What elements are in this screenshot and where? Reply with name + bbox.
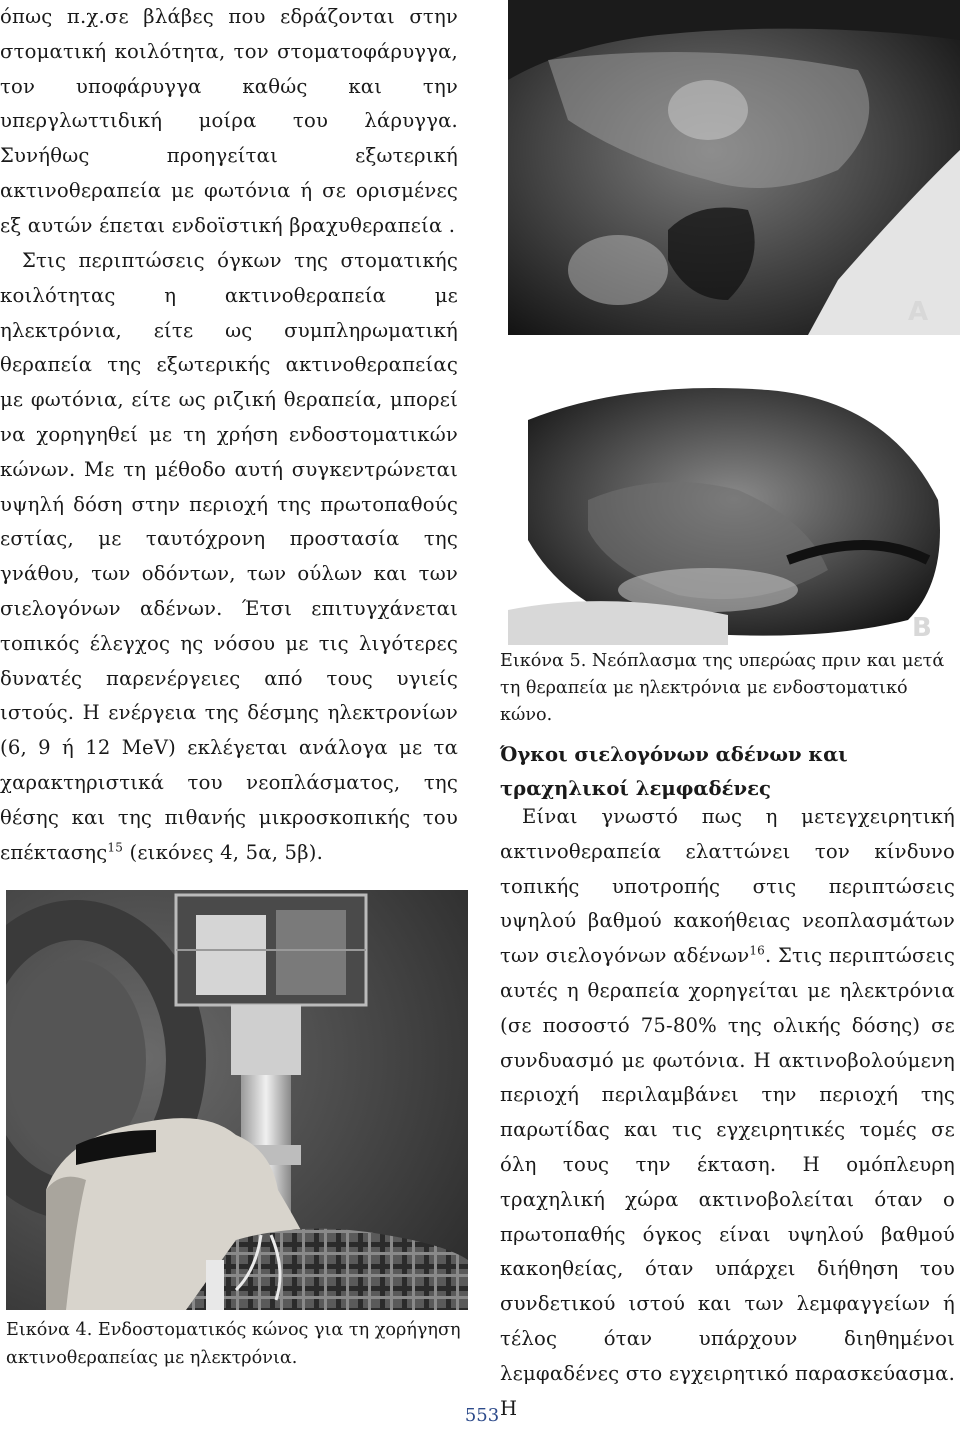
paragraph-intraoral-cones-tail: (εικόνες 4, 5α, 5β). <box>123 840 324 864</box>
figure-5b-label: B <box>912 613 932 643</box>
figure-5b-photo <box>508 380 960 645</box>
paragraph-salivary-glands <box>500 800 955 1426</box>
figure-5a-photo <box>508 0 960 335</box>
paragraph-salivary-glands-text: Είναι γνωστό πως η μετεγχειρητική ακτινοθεραπεία ελαττώνει τον κίνδυνο τοπικής υποτροπής στις περιπτώσεις υψηλού βαθμού κακοήθειας νεοπλασμάτων των σιελογόνων αδένων <box>500 805 955 968</box>
page-number: 553 <box>464 1405 500 1426</box>
figure-4-caption: Εικόνα 4. Ενδοστοματικός κώνος για τη χορήγηση ακτινοθεραπείας με ηλεκτρόνια. <box>6 1320 461 1368</box>
paragraph-continuation: όπως π.χ.σε βλάβες που εδράζονται στην στοματική κοιλότητα, τον στοματοφάρυγγα, τον υποφάρυγγα καθώς και την υπεργλωττιδική μοίρα του λάρυγγα. Συνήθως προηγείται εξωτερική ακτινοθεραπεία με φωτόνια ή σε ορισμένες εξ αυτών έπεται ενδοϊστική βραχυθεραπεία . <box>0 5 458 237</box>
figure-5a-illustration <box>508 0 960 335</box>
figure-5b-illustration <box>508 380 960 645</box>
section-heading: Όγκοι σιελογόνων αδένων και τραχηλικοί λεμφαδένες <box>500 743 848 800</box>
figure-5a-label: A <box>908 297 929 327</box>
figure-4-illustration <box>6 890 468 1310</box>
paragraph-intraoral-cones <box>0 244 458 870</box>
paragraph-salivary-glands-tail: . Στις περιπτώσεις αυτές η θεραπεία χορηγείται με ηλεκτρόνια (σε ποσοστό 75-80% της ολικής δόσης) σε συνδυασμό με φωτόνια. Η ακτινοβολούμενη περιοχή περιλαμβάνει την περιοχή της παρωτίδας και τις εγχειρητικές τομές σε όλη τους την έκταση. Η ομόπλευρη τραχηλική χώρα ακτινοβολείται όταν ο πρωτοπαθής όγκος είναι υψηλού βαθμού κακοηθείας, όταν υπάρχει διήθηση του συνδετικού ιστού και των λεμφαγγείων ή τέλος όταν υπάρχουν διηθημένοι λεμφαδένες στο εγχειρητικό παρασκεύασμα. Η <box>500 944 955 1420</box>
paragraph-intraoral-cones-text: Στις περιπτώσεις όγκων της στοματικής κοιλότητας η ακτινοθεραπεία με ηλεκτρόνια, είτε ως συμπληρωματική θεραπεία της εξωτερικής ακτινοθεραπείας με φωτόνια, είτε ως ριζική θεραπεία, μπορεί να χορηγηθεί με τη χρήση ενδοστοματικών κώνων. Με τη μέθοδο αυτή συγκεντρώνεται υψηλή δόση στην περιοχή της πρωτοπαθούς εστίας, με ταυτόχρονη προστασία της γνάθου, των οδόντων, των ούλων και των σιελογόνων αδένων. Έτσι επιτυγχάνεται τοπικός έλεγχος ης νόσου με τις λιγότερες δυνατές παρενέργειες από τους υγιείς ιστούς. Η ενέργεια της δέσμης ηλεκτρονίων (6, 9 ή 12 MeV) εκλέγεται ανάλογα με τα χαρακτηριστικά του νεοπλάσματος, της θέσης και της πιθανής μικροσκοπικής του επέκτασης <box>0 249 458 864</box>
reference-superscript-16: 16 <box>749 943 766 958</box>
figure-5-caption: Εικόνα 5. Νεόπλασμα της υπερώας πριν και μετά τη θεραπεία με ηλεκτρόνια με ενδοστοματικό κώνο. <box>500 651 945 725</box>
reference-superscript-15: 15 <box>107 840 124 855</box>
figure-4-photo <box>6 890 468 1310</box>
